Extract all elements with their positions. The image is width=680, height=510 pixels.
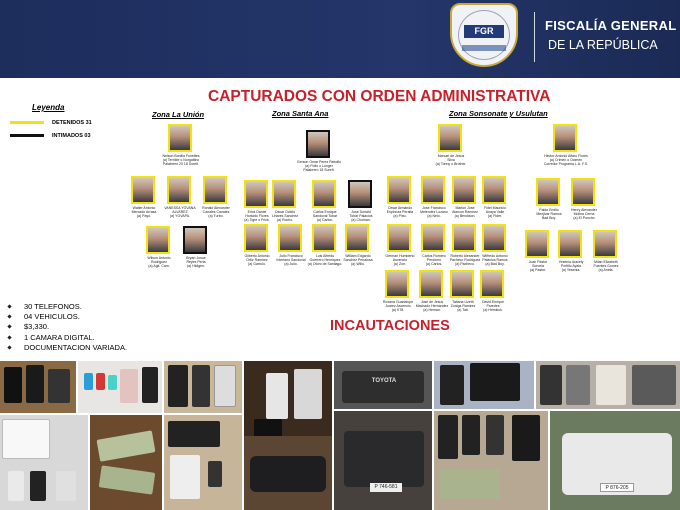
mugshot-photo	[203, 176, 227, 204]
caption-line: (a) Otoro de Santiago.	[307, 262, 343, 266]
caption-line: (a) Willo.	[351, 262, 365, 266]
seal-label: FGR	[464, 25, 504, 38]
caption-line: Bad Boy.	[542, 216, 556, 220]
caption-line: Palabrero 20 18 Sureñ.	[162, 162, 200, 166]
mugshot-caption	[469, 300, 517, 312]
mugshot-photo	[244, 224, 268, 252]
caption-line: (a) Hidigen.	[186, 264, 206, 268]
caption-line: (a) Tonny o Brother.	[435, 162, 467, 166]
photo-phones-table	[0, 361, 76, 413]
caption-line: (a) Bendison.	[454, 214, 476, 218]
truck-brand: TOYOTA	[371, 378, 397, 384]
caption-line: (a) K78.	[391, 308, 405, 312]
caption-line: Pablo Emilio	[539, 208, 559, 212]
seizure-item-text: 30 TELEFONOS.	[24, 302, 82, 311]
phone-icon	[462, 415, 480, 455]
seizure-item-text: 04 VEHICULOS.	[24, 312, 80, 322]
phone-icon	[142, 367, 158, 403]
mugshot-caption	[542, 154, 590, 166]
license-plate: P 876-205	[600, 483, 634, 492]
caption-line: Tobar Palacios	[349, 214, 373, 218]
mugshot-photo	[183, 226, 207, 254]
mugshot-photo	[131, 176, 155, 204]
phone-icon	[566, 365, 590, 405]
caption-line: Juan Pastor	[528, 260, 548, 264]
photo-smartphones	[164, 361, 242, 413]
paper-box	[596, 365, 626, 405]
caption-line: Luis Alfredo	[315, 254, 335, 258]
caption-line: Fidel Mauricio	[484, 206, 506, 210]
caption-line: Anaya Valle	[485, 210, 505, 214]
caption-line: Cesar Armando	[387, 206, 413, 210]
phone-icon	[26, 365, 44, 403]
photo-cash	[90, 415, 162, 510]
caption-line: (a) Carlon.	[316, 218, 334, 222]
mugshot-photo	[345, 224, 369, 252]
phone-icon	[440, 365, 464, 405]
caption-line: Espinoza Peralta	[386, 210, 414, 214]
caption-line: Guerrero Henriquez	[309, 258, 341, 262]
phone-icon	[108, 375, 117, 390]
phone-icon	[48, 369, 70, 403]
mugshot-photo	[387, 176, 411, 204]
bullet-marker	[7, 345, 11, 349]
caption-line: Jose de Jesus	[420, 300, 444, 304]
mugshot-photo	[306, 130, 330, 158]
caption-line: (a) Yesenia.	[561, 268, 581, 272]
mugshot-photo	[421, 224, 445, 252]
mugshot-photo	[312, 224, 336, 252]
mugshot-caption	[471, 206, 519, 218]
caption-line: (a) Heman.	[423, 308, 441, 312]
phone-icon	[8, 471, 24, 501]
caption-line: Tatiana Lizeth	[452, 300, 474, 304]
mugshot-photo	[482, 176, 506, 204]
mugshot-photo	[167, 176, 191, 204]
phone-icon	[120, 369, 138, 403]
mugshot-caption	[334, 254, 382, 266]
phone-icon	[168, 365, 188, 407]
caption-line: Manuel de Jesus	[437, 154, 465, 158]
caption-line: William Edgardo	[345, 254, 371, 258]
legend-label-summoned: INTIMADOS 03	[52, 133, 91, 139]
caption-line: Zuniga Ramirez	[450, 304, 476, 308]
bullet-marker	[7, 304, 11, 308]
caption-line: Roberto Alexander	[450, 254, 480, 258]
mugshot-photo	[348, 180, 372, 208]
caption-line: Jose Francisco	[422, 206, 446, 210]
phone-icon	[30, 471, 46, 501]
phone-icon	[96, 373, 105, 390]
caption-line: Corredor Programa L.A. F.S.	[543, 162, 589, 166]
mugshot-photo	[438, 124, 462, 152]
phone-icon	[214, 365, 236, 407]
legend-swatch-summoned	[10, 134, 44, 137]
caption-line: Ronald Alexander	[202, 206, 230, 210]
document-icon	[2, 419, 50, 459]
caption-line: (a) Crimen o Ocimen	[549, 158, 583, 162]
caption-line: Linares Sanchez	[271, 214, 299, 218]
caption-line: Fuentes Gomez	[593, 264, 619, 268]
photo-white-truck	[550, 411, 680, 510]
caption-line: Juarez Ascencio	[385, 304, 411, 308]
caption-line: Erick Daniel	[247, 210, 267, 214]
caption-line: (a) Agit. Cam.	[148, 264, 170, 268]
caption-line: Mercado Arrasa	[131, 210, 157, 214]
seal-banner	[462, 45, 506, 51]
phone-icon	[486, 415, 504, 455]
seizure-item-text: $3,330.	[24, 322, 50, 332]
header-banner	[0, 0, 680, 78]
seizure-item-text: 1 CAMARA DIGITAL.	[24, 332, 95, 342]
mugshot-caption	[172, 256, 220, 268]
mugshot-photo	[272, 180, 296, 208]
caption-line: Jose Donald	[351, 210, 371, 214]
caption-line: Molina Cerna	[573, 212, 595, 216]
page-title: CAPTURADOS CON ORDEN ADMINISTRATIVA	[208, 88, 551, 105]
mugshot-photo	[525, 230, 549, 258]
caption-line: VANESSA YOVANA	[164, 206, 196, 210]
caption-line: Oscar Ovidio	[274, 210, 296, 214]
license-plate: P 746-581	[370, 483, 402, 492]
mugshot-photo	[571, 178, 595, 206]
caption-line: Alarcon Ramirez	[452, 210, 478, 214]
device-icon	[632, 365, 676, 405]
caption-line: Canales Canales	[202, 210, 230, 214]
mugshot-photo	[312, 180, 336, 208]
caption-line: Reyes Perla	[186, 260, 206, 264]
photo-documents	[0, 415, 88, 510]
mugshot-photo	[480, 270, 504, 298]
mugshot-photo	[536, 178, 560, 206]
caption-line: Wilfredo Antonio	[482, 254, 508, 258]
caption-line: Melendez Lozano	[420, 210, 448, 214]
truck-body	[342, 371, 424, 403]
caption-line: Menjivar Ramos	[536, 212, 562, 216]
mugshot-photo	[482, 224, 506, 252]
photo-phones-cash	[434, 411, 548, 510]
mugshot-caption	[427, 154, 475, 166]
zone-label-sonsonate-usulutan: Zona Sonsonate y Usulutan	[449, 109, 548, 118]
photo-phones-box	[536, 361, 680, 409]
mugshot-caption	[471, 254, 519, 266]
photo-phones-colored	[78, 361, 162, 413]
mugshot-caption	[295, 160, 343, 172]
caption-line: Silva	[447, 158, 455, 162]
cash-bills	[440, 469, 500, 499]
caption-line: Carlos Romero	[422, 254, 446, 258]
mugshot-caption	[560, 208, 608, 220]
caption-line: Julio Francisco	[279, 254, 303, 258]
mugshot-photo	[452, 176, 476, 204]
phone-icon	[170, 455, 200, 499]
caption-line: Ascencio	[392, 258, 408, 262]
phone-icon	[168, 421, 220, 447]
phone-icon	[294, 369, 322, 419]
photo-car-rear	[334, 411, 432, 510]
mugshot-photo	[421, 176, 445, 204]
caption-line: Machado Hernandez	[415, 304, 449, 308]
caption-line: Roxana Guadalupe	[382, 300, 414, 304]
caption-line: (a) Choman.	[351, 218, 371, 222]
caption-line: (a) Pino.	[393, 214, 407, 218]
bullet-marker	[7, 315, 11, 319]
caption-line: (a) Carlos.	[425, 262, 443, 266]
caption-line: (a) Anela.	[598, 268, 614, 272]
caption-line: Hurtado Flores	[245, 214, 269, 218]
caption-line: Héctor Antonio Alfaro Flores	[544, 154, 588, 158]
caption-line: Paredes	[486, 304, 500, 308]
phone-icon	[438, 415, 458, 459]
mugshot-photo	[385, 270, 409, 298]
cash-bills	[97, 430, 156, 461]
caption-line: Pacheco Rodriguez	[449, 258, 481, 262]
photo-pickup-truck	[334, 361, 432, 409]
caption-line: (a) Fider.	[487, 214, 502, 218]
suv-body	[250, 456, 326, 492]
photo-phones-tablet	[434, 361, 534, 409]
bullet-marker	[7, 335, 11, 339]
caption-line: Gerson Omar Perez Rebollo	[296, 160, 342, 164]
caption-line: Palacios Ramos	[482, 258, 508, 262]
mugshot-photo	[419, 270, 443, 298]
org-name-line1: FISCALÍA GENERAL	[545, 18, 677, 33]
mugshot-photo	[553, 124, 577, 152]
caption-line: Bryan Josue	[186, 256, 206, 260]
zone-label-santa-ana: Zona Santa Ana	[272, 109, 329, 118]
org-name-line2: DE LA REPÚBLICA	[548, 38, 658, 52]
caption-line: Rodriguez	[151, 260, 167, 264]
caption-line: (a) Pastor.	[529, 268, 547, 272]
mugshot-photo	[146, 226, 170, 254]
caption-line: (a) Tigre o Frick.	[244, 218, 270, 222]
caption-line: (a) Tati.	[457, 308, 469, 312]
mugshot-photo	[558, 230, 582, 258]
seizures-title: INCAUTACIONES	[330, 318, 450, 334]
caption-line: (a) Zorr.	[393, 262, 407, 266]
caption-line: Marlon Jose	[455, 206, 475, 210]
caption-line: David Enrique	[482, 300, 504, 304]
mugshot-photo	[593, 230, 617, 258]
caption-line: Sandoval Tobar	[312, 214, 338, 218]
mugshot-photo	[278, 224, 302, 252]
legend-title: Leyenda	[32, 103, 65, 112]
photo-phones-flat	[164, 415, 242, 510]
caption-line: Walter Antonio	[132, 206, 156, 210]
caption-line: (a) Rocho.	[276, 218, 294, 222]
phone-icon	[4, 367, 22, 403]
mugshot-caption	[157, 154, 205, 166]
caption-line: Henry Alexander	[571, 208, 597, 212]
caption-line: Sanchez Penalosa	[343, 258, 373, 262]
caption-line: (a) Nelo.	[427, 214, 441, 218]
caption-line: Sorcela	[532, 264, 544, 268]
seizure-item-text: DOCUMENTACION VARIADA.	[24, 342, 128, 352]
caption-line: Yesenia Aracely	[558, 260, 584, 264]
caption-line: (a) Pacheco.	[455, 262, 475, 266]
caption-line: ALVAREZ	[172, 210, 188, 214]
fgr-seal-logo	[450, 3, 518, 67]
caption-line: Nelson Bonilla Funettes	[162, 154, 200, 158]
legend-swatch-detained	[10, 121, 44, 124]
phone-icon	[84, 373, 93, 390]
caption-line: (a) Terrible o Norgaltino	[162, 158, 200, 162]
phone-icon	[208, 461, 222, 487]
mugshot-photo	[168, 124, 192, 152]
caption-line: Gilberto Antonio	[244, 254, 270, 258]
caption-line: Carlos Enrique	[313, 210, 337, 214]
phone-icon	[192, 365, 210, 407]
caption-line: Interiano Sandoval	[276, 258, 306, 262]
caption-line: (a) Hemkick.	[483, 308, 503, 312]
phone-icon	[266, 373, 288, 419]
caption-line: Milan Elizabeth	[594, 260, 618, 264]
caption-line: (a) Julio.	[284, 262, 298, 266]
car-body	[344, 431, 424, 487]
mugshot-photo	[452, 224, 476, 252]
caption-line: Ortiz Ramirez	[246, 258, 268, 262]
caption-line: (a) Garrulo.	[248, 262, 266, 266]
tablet-icon	[470, 363, 520, 401]
caption-line: (a) Turbo.	[208, 214, 224, 218]
mugshot-photo	[244, 180, 268, 208]
mugshot-photo	[387, 224, 411, 252]
caption-line: Palabrero 18 Sureñ.	[303, 168, 335, 172]
zone-label-la-union: Zona La Unión	[152, 110, 205, 119]
cash-bills	[99, 465, 156, 494]
legend-label-detained: DETENIDOS 31	[52, 120, 92, 126]
mugshot-caption	[582, 260, 630, 272]
caption-line: (a) Bad Boy.	[485, 262, 505, 266]
caption-line: (a) Payo.	[136, 214, 152, 218]
caption-line: (a) El Poncho	[573, 216, 595, 220]
mugshot-photo	[450, 270, 474, 298]
caption-line: (a) Pollo o Lunger	[305, 164, 333, 168]
caption-line: German Humberto	[385, 254, 415, 258]
bullet-marker	[7, 325, 11, 329]
phone-icon	[540, 365, 562, 405]
photo-suv	[244, 436, 332, 510]
caption-line: Wilson Antonio	[147, 256, 171, 260]
caption-line: Portillo Ayala	[560, 264, 582, 268]
phone-icon	[512, 415, 540, 461]
caption-line: Perdomo	[426, 258, 442, 262]
header-divider	[534, 12, 535, 62]
phone-icon	[56, 471, 76, 501]
caption-line: (a) YOVAPA.	[169, 214, 191, 218]
